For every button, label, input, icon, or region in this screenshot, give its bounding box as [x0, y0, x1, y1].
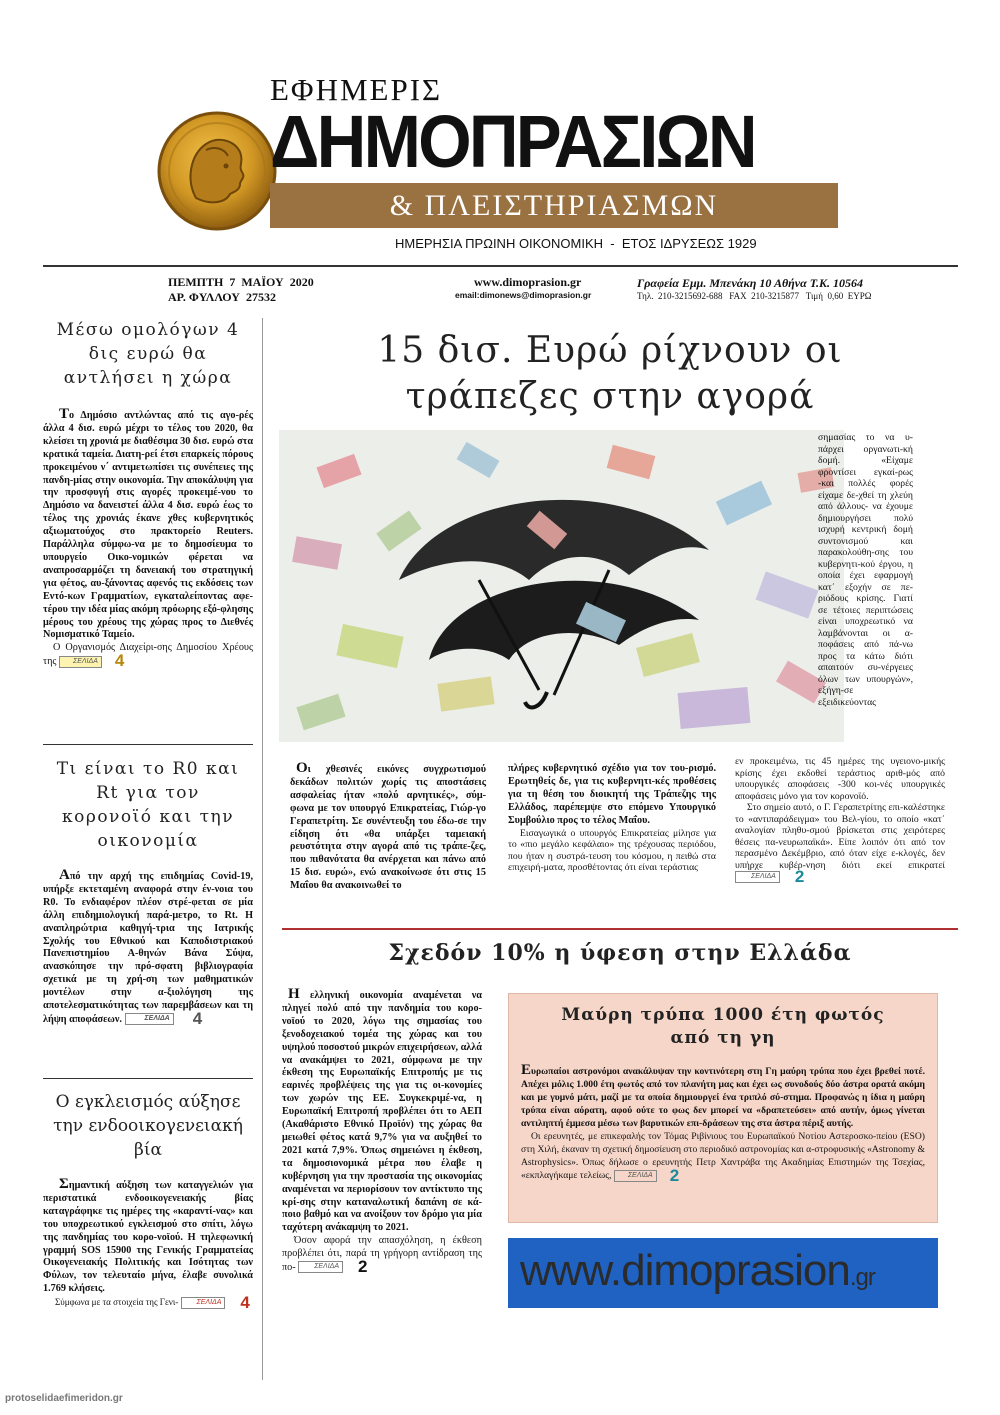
source-watermark: protoselidaefimeridon.gr	[5, 1393, 123, 1404]
blackhole-headline-line1: Μαύρη τρύπα 1000 έτη φωτός	[561, 1005, 885, 1025]
blackhole-text2: Οι ερευνητές, με επικεφαλής τον Τόμας Ριβίνιους του Ευρωπαϊκού Νοτίου Αστεροσκο-πείου (ESO) στη Χιλή, έκαναν τη σχετική δημοσίευση στο περιοδικό αστρονομίας και α-στροφυσικής «Astronomy & Astrophysics». Όπως δήλωσε ο ερευνητής Πετρ Χαντράβα της Ακαδημίας Επιστημών της Τσεχίας, «εκπλαγήκαμε τελείως,	[521, 1131, 925, 1181]
continued-page-link[interactable]	[735, 867, 805, 887]
story-r0	[43, 757, 253, 1027]
story-bonds-text: ο Δημόσιο αντλώντας από τις αγο-ρές άλλα 4 δισ. ευρώ μέχρι το τέλος του 2020, θα κλείσει τη χρονιά με διαθέσιμα 30 δισ. ευρώ στα κρατικά ταμεία. Διατη-ρεί έτσι επαρκείς πόρους προκειμένου ν΄ αντιμετωπίσει τις συνέπειες της πανδη-μίας στην οικονομία. Την αποκάλυψη για την προσφυγή στις αγορές προκειμέ-νου το Δημόσιο να δανειστεί άλλα 4 δισ. ευρώ έως το τέλος της χρονιάς έκανε χθες κυβερνητικός αξιωματούχος στο πρακτορείο Reuters. Παράλληλα σύμφω-να με το δημοσίευμα το υπουργείο Οικο-νομικών φέρεται να αναπροσαρμόζει τη δανειακή του στρατηγική για φέτος, αυ-ξάνοντας αφενός τις εκδόσεις των Εντό-κων Γραμματίων, εγκαταλείποντας αφε-τέρου την ιδέα μίας ακόμη πρόωρης εξό-φλησης μέρους του χρέους της χώρας προς το Διεθνές Νομισματικό Ταμείο.	[43, 410, 254, 641]
dropcap: Σ	[59, 1176, 69, 1192]
dropcap: Ο	[296, 760, 308, 776]
story-violence	[43, 1090, 253, 1310]
dropcap: Ε	[521, 1062, 532, 1078]
story-r0-text: πό την αρχή της επιδημίας Covid-19, υπήρξε εκτεταμένη αναφορά στην έν-νοια του R0. Το ενδιαφέρον πλέον στρέ-φεται σε μία άλλη επιδημιολογική παρά-μετρο, το Rt. Η αναπληρώτρια καθηγή-τρια της Ιατρικής Σχολής του Εθνικού και Καποδιστριακού Πανεπιστημίου Α-θηνών Βάνα Σύψα, ανασκόπησε την πρό-σφατη βιβλιογραφία σχετικά με τη χρή-ση των μαθηματικών μοντέλων στην α-ξιολόγηση της αποτελεσματικότητας των παρεμβάσεων και τη λήψη αποφάσεων.	[43, 871, 253, 1025]
story-bonds-body	[43, 408, 253, 642]
main-col3-tail	[735, 802, 945, 887]
story-violence-tail-text: Σύμφωνα με τα στοιχεία της Γενι-	[55, 1297, 179, 1308]
page-tag: ΣΕΛΙΔΑ	[735, 871, 780, 883]
divider	[43, 265, 958, 267]
continued-page-link[interactable]	[59, 651, 125, 671]
dropcap: Α	[59, 867, 70, 883]
blackhole-box	[508, 993, 938, 1223]
contact-line: Τηλ. 210-3215692-688 FAX 210-3215877 Τιμή 0,60 ΕΥΡΩ	[637, 291, 872, 301]
page-number: 4	[192, 1008, 203, 1028]
story-bonds-tail	[43, 642, 253, 669]
continued-page-link[interactable]	[181, 1292, 250, 1312]
main-col3	[735, 756, 945, 887]
website-link[interactable]: www.dimoprasion.gr	[474, 275, 582, 289]
recession-headline: Σχεδόν 10% η ύφεση στην Ελλάδα	[388, 940, 852, 966]
blackhole-body2	[521, 1130, 925, 1186]
masthead-tagline: ΗΜΕΡΗΣΙΑ ΠΡΩΙΝΗ ΟΙΚΟΝΟΜΙΚΗ - ΕΤΟΣ ΙΔΡΥΣΕΩΣ 1929	[395, 236, 757, 251]
blackhole-headline-line2: από τη γη	[670, 1028, 776, 1048]
story-r0-body	[43, 869, 253, 1027]
page-number: 4	[240, 1292, 250, 1312]
main-headline-line1: 15 δισ. Ευρώ ρίχνουν οι	[377, 330, 843, 371]
main-col2-text: Εισαγωγικά ο υπουργός Επικρατείας μίλησε για το «πιο μεγάλο κεφάλαιο» της τρέχουσας περιόδου, που ήταν η συστρά-τευση του κόσμου, η πειθώ στα επιχειρή-ματα, προσθέτοντας ότι είναι τεράστιας	[508, 827, 716, 874]
column-divider	[262, 318, 263, 1380]
page-number: 2	[794, 867, 805, 887]
dropcap: Τ	[59, 406, 70, 422]
story-bonds-headline: Μέσω ομολόγων 4 δις ευρώ θα αντλήσει η χώρα	[56, 320, 240, 388]
coin-logo-icon	[156, 110, 278, 232]
recession-body	[282, 988, 482, 1235]
page-number: 2	[358, 1257, 368, 1277]
divider	[282, 928, 958, 930]
blackhole-headline	[521, 1004, 925, 1050]
banner-suffix: .gr	[849, 1264, 875, 1291]
office-address: Γραφεία Εμμ. Μπενάκη 10 Αθήνα Τ.Κ. 10564	[637, 276, 863, 290]
masthead-band-text: & ΠΛΕΙΣΤΗΡΙΑΣΜΩΝ	[389, 189, 719, 222]
main-right-column: σημασίας το να υ-πάρχει οργανωτι-κή δομή. «Είχαμε φροντίσει εγκαί-ρως -και πολλές φορές είχαμε δε-χθεί τη χλεύη από άλλους- να έχουμε δημιουργήσει πολύ ισχυρή κεντρική δομή συντονισμού και παρακολούθη-σης του κυβερνητι-κού έργου, η οποία έχει εφαρμογή κατ΄ εξοχήν σε πε-ριόδους κρίσης. Γιατί σε τέτοιες περιπτώσεις είναι υποχρεωτικό να λαμβάνονται οι α-ποφάσεις από πά-νω προς τα κάτω διότι απαιτούν συ-νέργειες όλων των υπουργών», εξήγη-σε εξειδικεύοντας	[818, 432, 913, 708]
issue-number: ΑΡ. ΦΥΛΛΟΥ 27532	[168, 290, 276, 304]
main-col3-tail-text: Στο σημείο αυτό, ο Γ. Γεραπετρίτης επι-καλέστηκε το «αντιπαράδειγμα» του Βελ-γίου, το οποίο «κατ΄ αναλογίαν πληθυ-σμού βρίσκεται στις χειρότερες θέσεις πα-νευρωπαϊκά». Είπε λοιπόν ότι από τον περασμένο Δεκέμβριο, από όταν είχε ε-κλογές, δεν υπήρχε κυβέρ-νηση διότι εκεί επικρατεί	[735, 802, 945, 871]
main-headline	[290, 328, 930, 420]
story-violence-body	[43, 1178, 253, 1296]
main-col2	[508, 763, 716, 874]
story-bonds-tail-text: Ο Οργανισμός Διαχείρι-σης Δημοσίου Χρέους της	[43, 642, 253, 668]
blackhole-body	[521, 1064, 925, 1130]
page-number: 4	[114, 651, 125, 671]
story-violence-headline: Ο εγκλεισμός αύξησε την ενδοοικογενειακή βία	[53, 1092, 243, 1160]
banner-text	[520, 1246, 875, 1296]
recession-tail-text: Όσον αφορά την απασχόληση, η έκθεση προβλέπει ότι, παρά τη γρήγορη αντίδραση της πο-	[282, 1235, 482, 1273]
story-recession	[282, 988, 482, 1275]
email-link[interactable]: email:dimonews@dimoprasion.gr	[455, 290, 592, 300]
page-tag: ΣΕΛΙΔΑ	[59, 656, 102, 668]
page-number: 2	[669, 1166, 680, 1186]
page-tag: ΣΕΛΙΔΑ	[614, 1170, 657, 1182]
masthead	[0, 0, 1000, 265]
page-tag: ΣΕΛΙΔΑ	[298, 1261, 343, 1273]
recession-text: ελληνική οικονομία αναμένεται να πληγεί πολύ από την πανδημία του κορο-νοϊού το 2020, λόγω της σημασίας του ξενοδοχειακού τομέα της χώρας και του υψηλού ποσοστού μικρών επιχειρήσεων, αλλά να ανακάμψει το 2021, σύμφωνα με την έκθεση της Ευρωπαϊκής Επιτροπής με τις εαρινές προβλέψεις της για τις οι-κονομίες των χωρών της ΕΕ. Συγκεκριμέ-να, η Ευρωπαϊκή Επιτροπή προβλέπει ότι το ΑΕΠ (Ακαθάριστο Εθνικό Προϊόν) της χώρας θα μειωθεί φέτος κατά 9,7% για να αυξηθεί το 2021 κατά 7,9%. Όπως σημειώνει η έκθεση, τα δημοσιονομικά μέτρα που έλαβε η κυβέρνηση για την προστασία της οικονομίας αναμένεται να περιορίσουν τον αντίκτυπο της κρί-σης στην καταναλωτική δαπάνη σε κά-ποιο βαθμό και να ανοίξουν τον δρόμο για μία ταχύτερη ανάκαμψη το 2021.	[282, 990, 482, 1234]
website-banner[interactable]	[508, 1238, 938, 1308]
masthead-band	[270, 183, 838, 228]
blackhole-text: υρωπαίοι αστρονόμοι ανακάλυψαν την κοντινότερη στη Γη μαύρη τρύπα που έχει βρεθεί ποτέ. Απέχει μόλις 1.000 έτη φωτός από τον πλανήτη μας και έχει ως συνοδούς δύο άστρα ορατά ακόμη και με γυμνό μάτι, μαζί με τα οποία δημιουργεί ένα τριπλό σύ-στημα. Προφανώς η ίδια η μαύρη τρύπα είναι αόρατη, αφού ούτε το φως δεν μπορεί να «δραπετεύσει» από αυτήν, όμως γίνεται αντιληπτή έμμεσα μέσω των βαρυτικών επι-δράσεων της στα άστρα πέριξ αυτής.	[521, 1066, 925, 1129]
banner-domain: www.dimoprasion	[520, 1246, 850, 1295]
continued-page-link[interactable]	[125, 1008, 203, 1028]
dropcap: Η	[288, 986, 300, 1002]
masthead-top: ΕΦΗΜΕΡΙΣ	[270, 72, 443, 107]
recession-tail	[282, 1235, 482, 1275]
story-r0-headline: Τι είναι το R0 και Rt για τον κορονοϊό και την οικονομία	[56, 759, 240, 851]
divider	[43, 1078, 253, 1079]
page-tag: ΣΕΛΙΔΑ	[125, 1013, 174, 1025]
main-col1-text: ι χθεσινές εικόνες συγχρωτισμού δεκάδων πολιτών χωρίς τις αποστάσεις ασφαλείας ήταν «πολύ αρνητικές», σύμ-φωνα με τον υπουργό Επικρατείας, Γιώρ-γο Γεραπετρίτη. Σε συνέντευξη του έδω-σε την είδηση ότι «θα υπάρξει ταμειακή ρευστότητα στην αγορά από τις τράπε-ζες, που πιθανότατα θα ανέρχεται και πάνω από 15 δισ. ευρώ», ενώ ανακοίνωσε ότι στις 15 Μαΐου θα ανακοινωθεί το	[290, 764, 486, 892]
continued-page-link[interactable]	[614, 1166, 680, 1186]
main-col1	[290, 762, 486, 893]
story-bonds	[43, 318, 253, 669]
story-violence-tail	[43, 1292, 253, 1312]
continued-page-link[interactable]	[298, 1257, 368, 1277]
story-violence-text: ημαντική αύξηση των καταγγελιών για περιστατικά ενδοοικογενειακής βίας καταγράφηκε τις ημέρες της «καραντί-νας» και του υποχρεωτικού εγκλεισμού στο σπίτι, λόγω της πανδημίας του κορο-νοϊού. Η τηλεφωνική γραμμή SOS 15900 της Γενικής Γραμματείας Οικογενειακής Πολιτικής και Ισότητας των Φύλων, τον τελευταίο μήνα, έλαβε συνολικά 1.769 κλήσεις.	[43, 1180, 253, 1295]
main-col2-bold: πλήρες κυβερνητικό σχέδιο για τον του-ρισμό. Ερωτηθείς δε, για τις κυβερνητι-κές προθέσεις για τη θέση του διοικητή της Τράπεζης της Ελλάδος, παρέπεμψε στο επόμενο Υπουργικό Συμβούλιο προς το τέλος Μαΐου.	[508, 763, 716, 826]
main-headline-line2: τράπεζες στην αγορά	[405, 376, 815, 417]
issue-date: ΠΕΜΠΤΗ 7 ΜΑΪΟΥ 2020	[168, 275, 314, 289]
divider	[43, 744, 253, 745]
page-tag: ΣΕΛΙΔΑ	[181, 1297, 226, 1309]
photo-umbrella-money	[279, 430, 844, 742]
main-col3-text: εν προκειμένω, τις 45 ημέρες της υγειονο-μικής κρίσης έχει εκδοθεί τεράστιος αριθ-μός από υπουργικές αποφάσεις -300 κοι-νές υπουργικές αποφάσεις μόνο για τον κορονοϊό.	[735, 756, 945, 802]
masthead-title: ΔΗΜΟΠΡΑΣΙΩΝ	[270, 100, 755, 183]
